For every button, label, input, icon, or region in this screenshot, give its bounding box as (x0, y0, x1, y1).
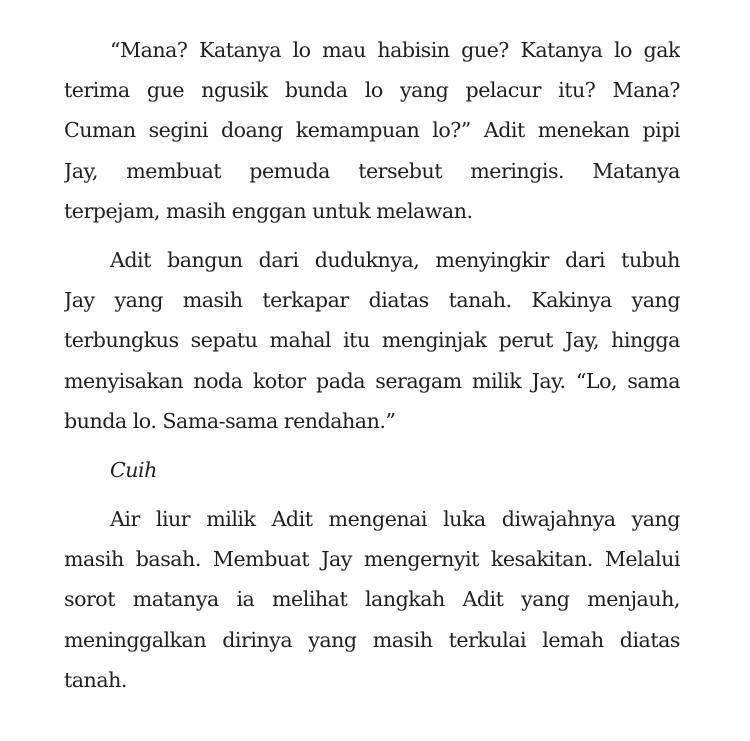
word: “Lo, (575, 368, 618, 393)
text-line (64, 280, 680, 320)
word: terkapar (262, 288, 349, 313)
word: terima (64, 78, 130, 103)
word: lemah (542, 627, 604, 652)
word: yang (521, 587, 570, 612)
word: milik (471, 368, 522, 393)
word: sorot (64, 587, 115, 612)
word: Jay (321, 547, 352, 572)
word: bunda (284, 78, 348, 103)
word: liur (155, 507, 191, 532)
word: perut (498, 328, 553, 353)
word: gue? (461, 38, 509, 62)
text-line (64, 110, 680, 150)
word: Jay, (64, 158, 98, 183)
paragraph-3 (64, 450, 680, 490)
word: milik (206, 507, 256, 532)
word: itu? (558, 78, 596, 103)
word: basah. (135, 547, 201, 572)
word: habisin (377, 38, 450, 62)
text-line: bunda lo. Sama-sama rendahan.” (64, 408, 396, 433)
word: yang (631, 288, 680, 313)
word: menekan (537, 118, 630, 143)
word: mengenai (328, 507, 428, 532)
word: lo?” (432, 118, 471, 143)
word: dirinya (222, 627, 293, 652)
word: hingga (611, 328, 680, 353)
word: menginjak (381, 328, 487, 353)
word: mau (322, 38, 366, 62)
word: Katanya (199, 38, 281, 62)
word: tersebut (358, 158, 442, 183)
word: membuat (126, 158, 222, 183)
text-line (64, 70, 680, 110)
word: terkulai (448, 627, 527, 652)
word: mengernyit (363, 547, 479, 572)
word: seragam (375, 368, 462, 393)
word: pelacur (465, 78, 541, 103)
text-line: tanah. (64, 667, 127, 692)
word: bangun (167, 247, 243, 272)
word: Matanya (592, 158, 680, 183)
word: terbungkus (64, 328, 179, 353)
word: itu (343, 328, 370, 353)
word: Adit (483, 118, 525, 143)
text-line (64, 240, 680, 280)
paragraph-1 (64, 30, 680, 231)
word: dari (258, 247, 299, 272)
word: tubuh (621, 247, 680, 272)
word: mahal (269, 328, 331, 353)
word: langkah (364, 587, 445, 612)
word: pada (316, 368, 365, 393)
word: yang (399, 78, 449, 103)
paragraph-4 (64, 499, 680, 700)
word: dari (565, 247, 606, 272)
word: diatas (619, 627, 680, 652)
word: Adit (110, 247, 151, 272)
text-line (64, 151, 680, 191)
word: lo (613, 38, 632, 62)
word: Jay (64, 288, 95, 313)
word: pipi (642, 118, 680, 143)
word: lo (292, 38, 311, 62)
paragraph-2 (64, 240, 680, 441)
word: diwajahnya (501, 507, 616, 532)
word: meninggalkan (64, 627, 207, 652)
word: sepatu (190, 328, 258, 353)
text-line (64, 30, 680, 70)
text-line: terpejam, masih enggan untuk melawan. (64, 198, 473, 223)
word: Katanya (520, 38, 603, 62)
word: sama (627, 368, 680, 393)
word: gak (643, 38, 680, 62)
word: gue (146, 78, 185, 103)
word: matanya (132, 587, 219, 612)
word: meringis. (470, 158, 565, 183)
book-page (64, 30, 680, 700)
word: Jay, (565, 328, 600, 353)
word: Adit (462, 587, 504, 612)
word: yang (114, 288, 163, 313)
word: kemampuan (295, 118, 420, 143)
word: lo (364, 78, 383, 103)
word: doang (220, 118, 283, 143)
word: menyingkir (435, 247, 549, 272)
text-line (64, 320, 680, 360)
text-line (64, 620, 680, 660)
word: masih (182, 288, 243, 313)
word: Melalui (604, 547, 680, 572)
word: masih (372, 627, 433, 652)
word: diatas (368, 288, 429, 313)
word: kesakitan. (490, 547, 593, 572)
word: tanah. (448, 288, 512, 313)
word: menjauh, (587, 587, 680, 612)
word: pemuda (249, 158, 330, 183)
word: luka (443, 507, 486, 532)
word: Air (110, 507, 140, 532)
word: melihat (272, 587, 348, 612)
text-line (64, 361, 680, 401)
word: ia (236, 587, 255, 612)
word: duduknya, (314, 247, 420, 272)
text-line (64, 499, 680, 539)
word: segini (148, 118, 208, 143)
word: yang (631, 507, 680, 532)
text-line (64, 579, 680, 619)
word: “Mana? (110, 38, 188, 62)
word: menyisakan (64, 368, 184, 393)
word: yang (308, 627, 357, 652)
word: Membuat (212, 547, 310, 572)
word: masih (64, 547, 124, 572)
word: Cuman (64, 118, 136, 143)
word: ngusik (201, 78, 268, 103)
word: Mana? (612, 78, 680, 103)
word: Kakinya (531, 288, 612, 313)
word: kotor (252, 368, 306, 393)
word: noda (193, 368, 243, 393)
word: Jay. (531, 368, 566, 393)
text-line (64, 539, 680, 579)
text-line: Cuih (110, 457, 157, 482)
word: Adit (271, 507, 313, 532)
